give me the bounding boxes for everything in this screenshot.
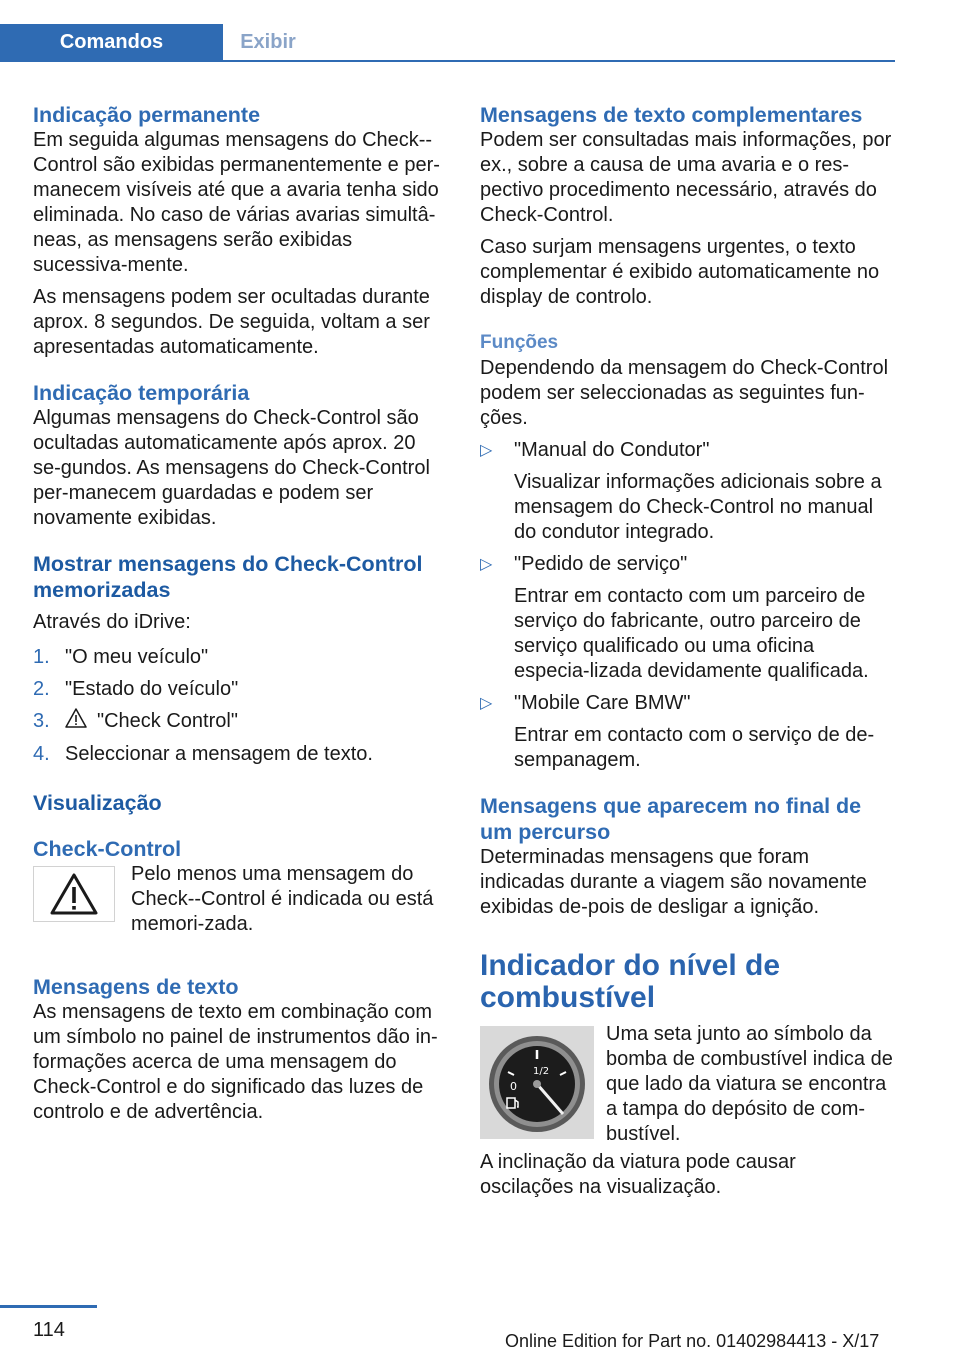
check-control-row [33, 862, 447, 954]
temporary-paragraph: Algumas mensagens do Check-Control são ocultadas automaticamente após aprox. 20 se-gundos. As mensagens do Check-Control per-manecem guardadas e podem ser novamente exibidas. [33, 407, 430, 529]
right-column [480, 102, 894, 1200]
list-item: ▷ "Mobile Care BMW" Entrar em contacto com o serviço de de-sempanagem. [480, 692, 875, 771]
section-tabs [0, 24, 895, 62]
triangle-bullet-icon: ▷ [480, 442, 493, 459]
gauge-zero-label: 0 [510, 1080, 517, 1093]
fuel-gauge-heading: Indicador do nível de combustível [480, 949, 781, 1014]
text-messages-heading: Mensagens de texto [33, 974, 239, 999]
show-stored-intro: Através do iDrive: [33, 611, 191, 633]
edition-note: Online Edition for Part no. 01402984413 - X/17 [505, 1331, 880, 1351]
tab-exibir[interactable]: Exibir [240, 31, 296, 53]
triangle-bullet-icon: ▷ [480, 695, 493, 712]
warning-triangle-icon [65, 706, 97, 738]
fuel-gauge-row [480, 1022, 894, 1150]
list-item: 2. "Estado do veículo" [33, 678, 239, 700]
end-of-trip-paragraph: Determinadas mensagens que foram indicadas durante a viagem são novamente exibidas de-pois de desligar a ignição. [480, 846, 867, 918]
permanent-heading: Indicação permanente [33, 103, 261, 127]
display-heading: Visualização [33, 790, 162, 815]
functions-list [480, 438, 894, 773]
tab-underline [0, 60, 895, 62]
temporary-heading: Indicação temporária [33, 381, 250, 405]
text-messages-paragraph: As mensagens de texto em combinação com um símbolo no painel de instrumentos dão in-formações acerca de uma mensagem do Check-Control e do significado das luzes de controlo e de advertência. [33, 1000, 438, 1123]
page-number: 114 [33, 1319, 65, 1341]
list-item: 4. Seleccionar a mensagem de texto. [33, 742, 373, 765]
left-column [33, 102, 447, 1125]
supplementary-paragraph-1: Podem ser consultadas mais informações, por ex., sobre a causa de uma avaria e o res-pectivo procedimento necessário, através do Check-Control. [480, 129, 892, 226]
check-control-text: Pelo menos uma mensagem do Check--Control é indicada ou está memori-zada. [131, 862, 434, 935]
warning-triangle-icon [33, 866, 115, 922]
list-item: 3. "Check Control" [33, 705, 447, 738]
permanent-paragraph-2: As mensagens podem ser ocultadas durante aprox. 8 segundos. De seguida, voltam a ser apresentadas automaticamente. [33, 286, 430, 358]
functions-intro: Dependendo da mensagem do Check-Control podem ser seleccionadas as seguintes fun-ções. [480, 357, 889, 429]
fuel-gauge-image [480, 1026, 594, 1139]
permanent-paragraph-1: Em seguida algumas mensagens do Check--Control são exibidas permanentemente e per-manecem visíveis até que a avaria tenha sido eliminada. No caso de várias avarias simultâ-neas, as mensagens serão exibidas sucessiva-mente. [33, 129, 440, 276]
fuel-gauge-paragraph-2: A inclinação da viatura pode causar oscilações na visualização. [480, 1151, 796, 1198]
gauge-half-label: 1/2 [533, 1066, 550, 1077]
idrive-steps [33, 641, 447, 770]
list-item: ▷ "Pedido de serviço" Entrar em contacto com um parceiro de serviço do fabricante, outro parceiro de serviço qualificado ou uma oficina especia-lizada devidamente qualificada. [480, 553, 869, 682]
list-item: 1. "O meu veículo" [33, 646, 209, 668]
triangle-bullet-icon: ▷ [480, 556, 493, 573]
show-stored-heading: Mostrar mensagens do Check-Control memorizadas [33, 552, 423, 602]
supplementary-heading: Mensagens de texto complementares [480, 103, 863, 127]
footer-rule [0, 1305, 97, 1308]
functions-heading: Funções [480, 332, 559, 353]
tab-comandos[interactable]: Comandos [0, 24, 223, 60]
fuel-gauge-text: Uma seta junto ao símbolo da bomba de combustível indica de que lado da viatura se encontra a tampa do depósito de com-bustível. [606, 1023, 893, 1145]
list-item: ▷ "Manual do Condutor" Visualizar informações adicionais sobre a mensagem do Check-Control no manual do condutor integrado. [480, 439, 882, 543]
end-of-trip-heading: Mensagens que aparecem no final de um percurso [480, 794, 862, 844]
supplementary-paragraph-2: Caso surjam mensagens urgentes, o texto complementar é exibido automaticamente no display de controlo. [480, 236, 880, 308]
check-control-heading: Check-Control [33, 836, 182, 861]
